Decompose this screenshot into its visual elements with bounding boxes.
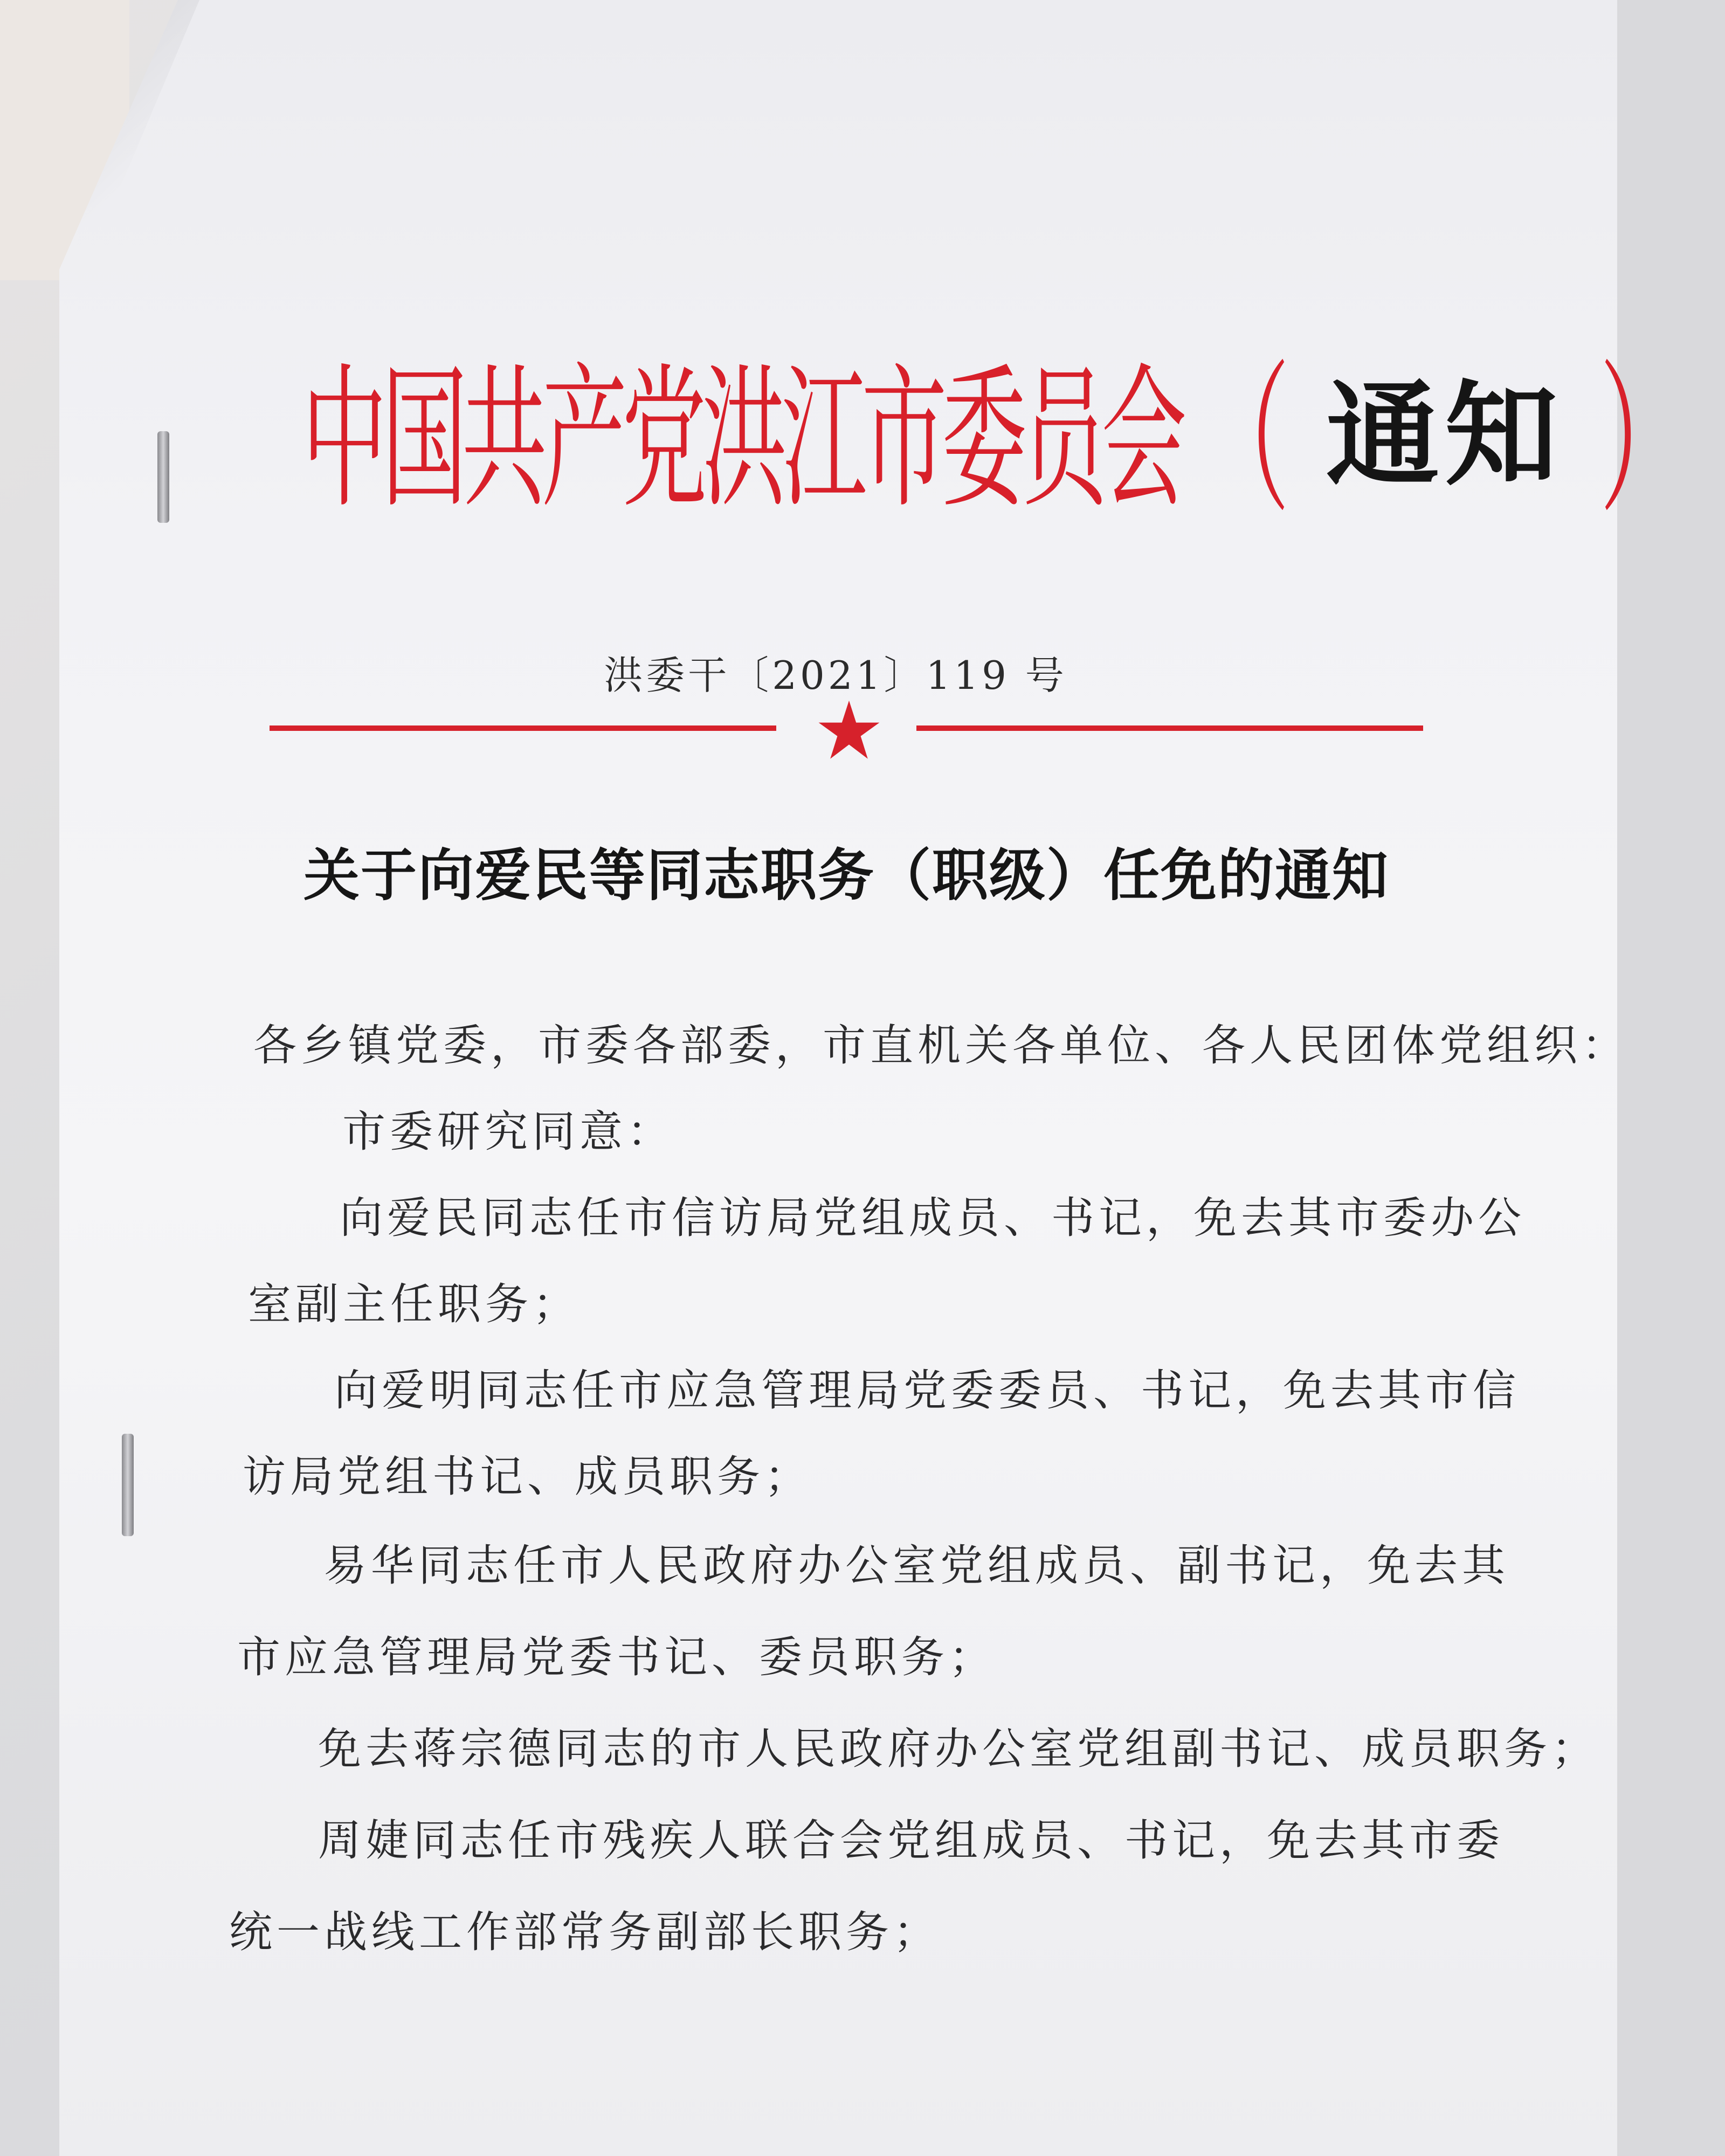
paren-close: ） bbox=[1599, 345, 1689, 534]
body-line: 向爱民同志任市信访局党组成员、书记，免去其市委办公 bbox=[340, 1193, 1526, 1243]
addressee-line: 各乡镇党委，市委各部委，市直机关各单位、各人民团体党组织： bbox=[253, 1020, 1629, 1070]
body-line: 易华同志任市人民政府办公室党组成员、副书记，免去其 bbox=[323, 1540, 1509, 1591]
body-line: 免去蒋宗德同志的市人民政府办公室党组副书记、成员职务； bbox=[318, 1724, 1599, 1774]
doc-type: 通知 bbox=[1326, 368, 1564, 501]
paren-open: （ bbox=[1200, 345, 1290, 534]
staple-top bbox=[157, 431, 169, 523]
masthead bbox=[302, 323, 1689, 534]
document-title: 关于向爱民等同志职务（职级）任免的通知 bbox=[303, 842, 1389, 908]
document-number: 洪委干〔2021〕119 号 bbox=[604, 653, 1067, 698]
star-icon bbox=[817, 698, 881, 763]
red-rule-right bbox=[916, 725, 1423, 731]
body-line: 统一战线工作部常务副部长职务； bbox=[229, 1907, 941, 1957]
body-line: 周婕同志任市残疾人联合会党组成员、书记，免去其市委 bbox=[318, 1815, 1504, 1865]
body-line: 市应急管理局党委书记、委员职务； bbox=[237, 1632, 996, 1682]
body-line: 市委研究同意： bbox=[342, 1107, 674, 1157]
red-rule-left bbox=[270, 725, 776, 731]
body-line: 访局党组书记、成员职务； bbox=[243, 1452, 812, 1502]
doc-type-label bbox=[1164, 340, 1725, 534]
body-line: 室副主任职务； bbox=[248, 1279, 580, 1329]
staple-bottom bbox=[122, 1434, 134, 1536]
issuer-name: 中国共产党洪江市委员会 bbox=[302, 349, 1182, 529]
body-line: 向爱明同志任市应急管理局党委委员、书记，免去其市信 bbox=[334, 1365, 1520, 1415]
